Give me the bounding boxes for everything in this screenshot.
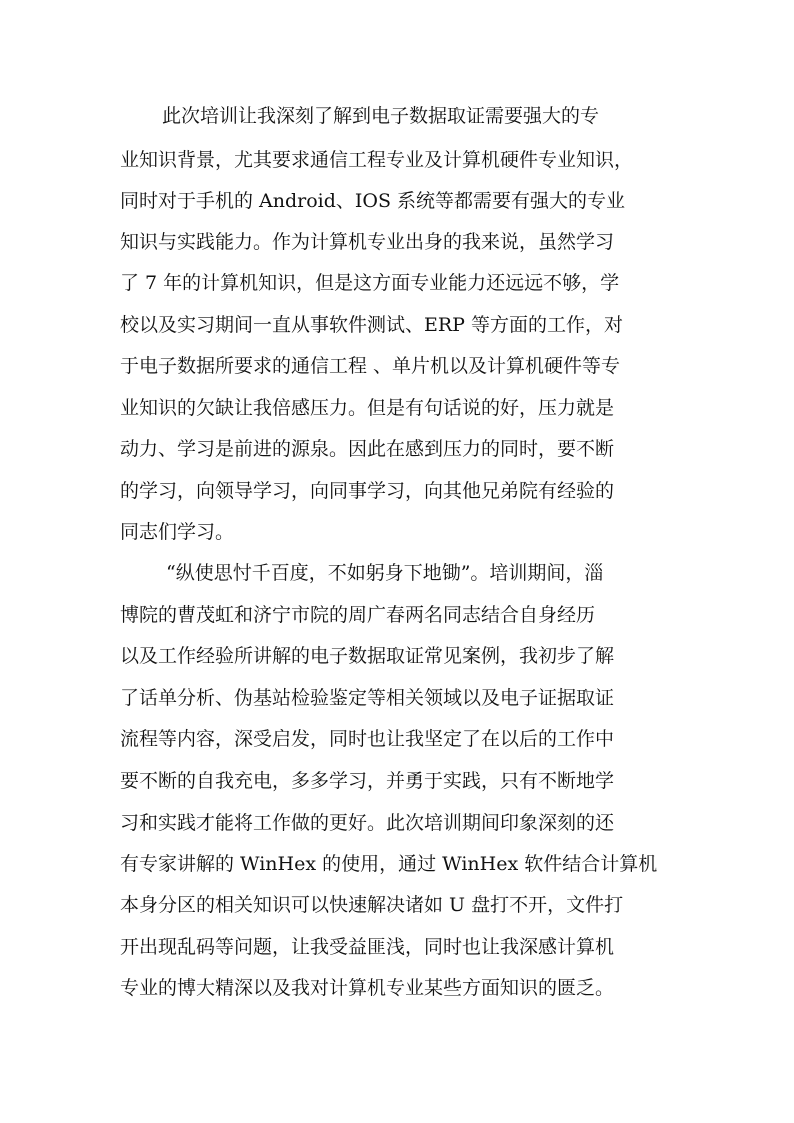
text-line: 了话单分析、伪基站检验鉴定等相关领域以及电子证据取证 <box>120 687 615 709</box>
text-line: 本身分区的相关知识可以快速解决诸如 U 盘打不开，文件打 <box>120 894 624 916</box>
text-line: 开出现乱码等问题，让我受益匪浅，同时也让我深感计算机 <box>120 936 615 958</box>
text-line: 的学习，向领导学习，向同事学习，向其他兄弟院有经验的 <box>120 480 615 502</box>
text-line: 要不断的自我充电，多多学习，并勇于实践，只有不断地学 <box>120 770 615 792</box>
text-line: 知识与实践能力。作为计算机专业出身的我来说，虽然学习 <box>120 231 615 253</box>
text-line: 习和实践才能将工作做的更好。此次培训期间印象深刻的还 <box>120 812 615 834</box>
text-line: 博院的曹茂虹和济宁市院的周广春两名同志结合自身经历 <box>120 604 596 626</box>
text-line: 校以及实习期间一直从事软件测试、ERP 等方面的工作，对 <box>120 314 624 336</box>
text-line: 于电子数据所要求的通信工程 、单片机以及计算机硬件等专 <box>120 355 621 377</box>
text-line: 有专家讲解的 WinHex 的使用，通过 WinHex 软件结合计算机 <box>120 853 658 875</box>
text-line: 流程等内容，深受启发，同时也让我坚定了在以后的工作中 <box>120 728 615 750</box>
text-line: 以及工作经验所讲解的电子数据取证常见案例，我初步了解 <box>120 645 615 667</box>
text-line: 业知识背景，尤其要求通信工程专业及计算机硬件专业知识， <box>120 149 634 171</box>
text-line: 动力、学习是前进的源泉。因此在感到压力的同时，要不断 <box>120 438 615 460</box>
text-line: 此次培训让我深刻了解到电子数据取证需要强大的专 <box>162 105 600 127</box>
text-line: “纵使思忖千百度，不如躬身下地锄”。培训期间，淄 <box>166 562 604 584</box>
text-line: 同志们学习。 <box>120 521 235 543</box>
text-line: 了 7 年的计算机知识，但是这方面专业能力还远远不够，学 <box>120 272 620 294</box>
text-line: 同时对于手机的 Android、IOS 系统等都需要有强大的专业 <box>120 190 626 212</box>
text-line: 业知识的欠缺让我倍感压力。但是有句话说的好，压力就是 <box>120 397 615 419</box>
text-line: 专业的博大精深以及我对计算机专业某些方面知识的匮乏。 <box>120 977 615 999</box>
